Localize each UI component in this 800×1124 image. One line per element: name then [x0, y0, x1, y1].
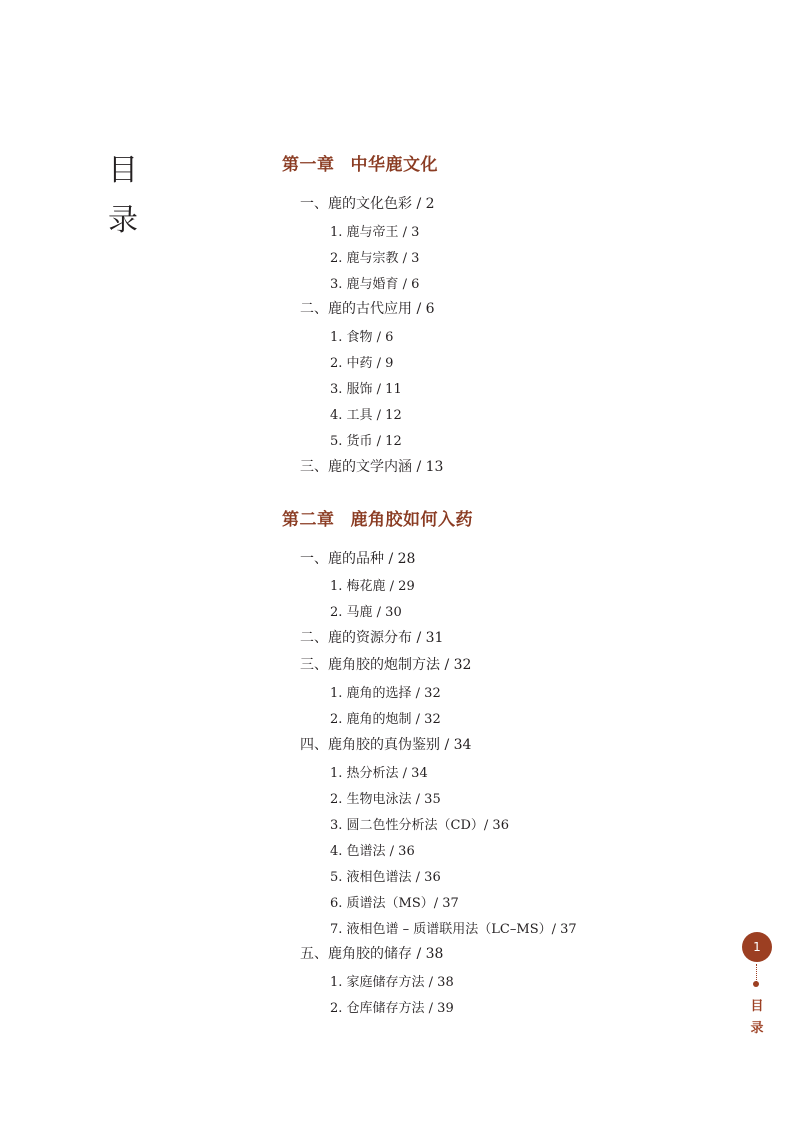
- toc-subsection[interactable]: 6. 质谱法（MS）/ 37: [330, 896, 459, 911]
- side-tab-label: [748, 996, 766, 1040]
- chapter-2-heading[interactable]: [282, 505, 473, 530]
- page-title-line-1: 目: [108, 153, 138, 188]
- side-tab-label-line-2: 录: [750, 1021, 764, 1036]
- toc-subsection[interactable]: 3. 圆二色性分析法（CD）/ 36: [330, 818, 509, 833]
- toc-section[interactable]: 四、鹿角胶的真伪鉴别 / 34: [300, 737, 472, 753]
- chapter-1-heading[interactable]: [282, 150, 438, 175]
- toc-subsection[interactable]: 1. 鹿与帝王 / 3: [330, 225, 420, 240]
- toc-subsection[interactable]: 3. 鹿与婚育 / 6: [330, 277, 420, 292]
- toc-subsection[interactable]: 5. 货币 / 12: [330, 434, 402, 449]
- toc-subsection[interactable]: 4. 工具 / 12: [330, 408, 402, 423]
- toc-subsection[interactable]: 5. 液相色谱法 / 36: [330, 870, 441, 885]
- toc-subsection[interactable]: 2. 鹿与宗教 / 3: [330, 251, 420, 266]
- toc-section[interactable]: 二、鹿的古代应用 / 6: [300, 301, 435, 317]
- toc-subsection[interactable]: 1. 食物 / 6: [330, 330, 394, 345]
- toc-subsection[interactable]: 2. 中药 / 9: [330, 356, 394, 371]
- page-title-line-2: 录: [108, 203, 138, 238]
- page-title: [108, 146, 138, 246]
- chapter-number: 第一章: [282, 155, 335, 175]
- chapter-title: 中华鹿文化: [350, 155, 438, 175]
- side-tab-label-line-1: 目: [750, 999, 764, 1014]
- toc-subsection[interactable]: 2. 鹿角的炮制 / 32: [330, 712, 441, 727]
- toc-section[interactable]: 一、鹿的品种 / 28: [300, 551, 416, 567]
- toc-section[interactable]: 二、鹿的资源分布 / 31: [300, 630, 444, 646]
- page-number-badge: 1: [742, 932, 772, 962]
- toc-section[interactable]: 一、鹿的文化色彩 / 2: [300, 196, 435, 212]
- toc-subsection[interactable]: 7. 液相色谱 – 质谱联用法（LC–MS）/ 37: [330, 922, 577, 937]
- toc-section[interactable]: 三、鹿角胶的炮制方法 / 32: [300, 657, 472, 673]
- dotted-connector: [756, 964, 757, 982]
- toc-subsection[interactable]: 3. 服饰 / 11: [330, 382, 402, 397]
- toc-subsection[interactable]: 4. 色谱法 / 36: [330, 844, 415, 859]
- toc-subsection[interactable]: 2. 马鹿 / 30: [330, 605, 402, 620]
- toc-subsection[interactable]: 2. 仓库储存方法 / 39: [330, 1001, 454, 1016]
- chapter-title: 鹿角胶如何入药: [350, 510, 473, 530]
- toc-section[interactable]: 三、鹿的文学内涵 / 13: [300, 459, 444, 475]
- chapter-number: 第二章: [282, 510, 335, 530]
- side-tab: [742, 932, 772, 1042]
- toc-subsection[interactable]: 1. 家庭储存方法 / 38: [330, 975, 454, 990]
- toc-subsection[interactable]: 1. 鹿角的选择 / 32: [330, 686, 441, 701]
- toc-subsection[interactable]: 1. 热分析法 / 34: [330, 766, 428, 781]
- toc-subsection[interactable]: 2. 生物电泳法 / 35: [330, 792, 441, 807]
- toc-section[interactable]: 五、鹿角胶的储存 / 38: [300, 946, 444, 962]
- connector-dot: [753, 981, 759, 987]
- toc-subsection[interactable]: 1. 梅花鹿 / 29: [330, 579, 415, 594]
